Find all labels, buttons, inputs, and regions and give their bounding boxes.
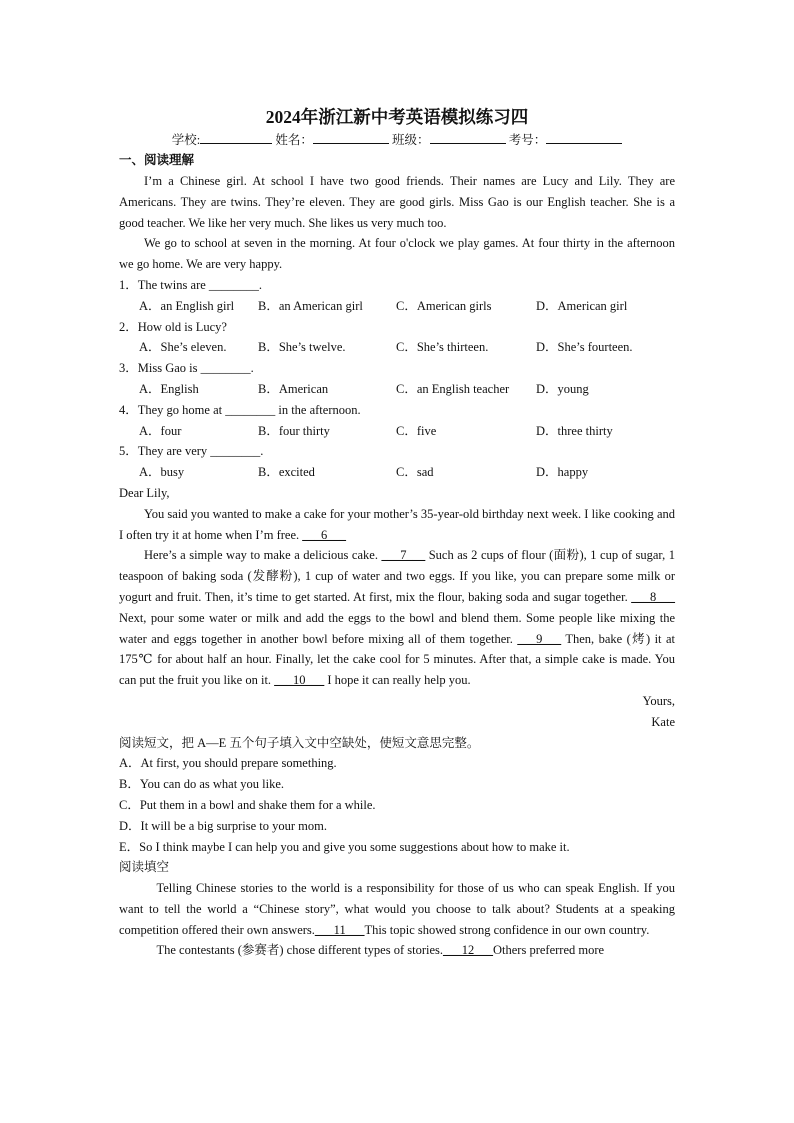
option-row: [119, 421, 675, 442]
option-a[interactable]: A．busy: [139, 465, 185, 480]
section3-text: Telling Chinese stories to the world is a responsibility for those of us who can speak English. If you want to tell the world a “Chinese story”, what would you choose to talk about? Students at a speaking competition offered their own answers.: [119, 881, 675, 937]
option-d[interactable]: D．three thirty: [536, 423, 613, 438]
option-d[interactable]: D．happy: [536, 465, 589, 480]
document-page: [119, 100, 675, 961]
option-a[interactable]: A．an English girl: [139, 298, 235, 313]
class-label: 班级：: [392, 133, 430, 147]
option-c[interactable]: C．She’s thirteen.: [396, 340, 489, 355]
question-stem: 4．They go home at ________ in the afternoon.: [119, 402, 361, 417]
question-stem: 1．The twins are ________.: [119, 277, 263, 292]
choice-option[interactable]: B．You can do as what you like.: [119, 777, 285, 792]
option-row: [119, 462, 675, 483]
letter-text: I hope it can really help you.: [324, 673, 471, 688]
choice-option[interactable]: D．It will be a big surprise to your mom.: [119, 818, 327, 833]
letter-signature: Kate: [651, 714, 675, 729]
section2-instruction: 阅读短文，把 A—E 五个句子填入文中空缺处，使短文意思完整。: [119, 735, 480, 750]
option-d[interactable]: D．young: [536, 381, 589, 396]
option-b[interactable]: B．American: [258, 381, 329, 396]
option-b[interactable]: B．She’s twelve.: [258, 340, 346, 355]
option-d[interactable]: D．She’s fourteen.: [536, 340, 633, 355]
option-a[interactable]: A．four: [139, 423, 182, 438]
letter-paragraph-1: [119, 504, 675, 546]
question-stem: 3．Miss Gao is ________.: [119, 361, 254, 376]
school-label: 学校:: [171, 133, 201, 147]
question-stem: 5．They are very ________.: [119, 444, 264, 459]
class-blank[interactable]: [430, 130, 506, 144]
choice-option[interactable]: A．At first, you should prepare something.: [119, 756, 337, 771]
section3-paragraph-1: [119, 878, 675, 940]
exam-no-blank[interactable]: [546, 130, 622, 144]
letter-paragraph-2: [119, 545, 675, 691]
option-b[interactable]: B．an American girl: [258, 298, 363, 313]
letter-greeting: Dear Lily,: [119, 485, 170, 500]
blank-9[interactable]: ___9___: [517, 631, 562, 646]
option-c[interactable]: C．an English teacher: [396, 381, 510, 396]
blank-8[interactable]: ___8___: [631, 589, 675, 604]
section3-text: Others preferred more: [493, 943, 605, 958]
question-stem: 2．How old is Lucy?: [119, 319, 227, 334]
section3-heading: 阅读填空: [119, 860, 170, 875]
letter-text: Here’s a simple way to make a delicious cake.: [144, 548, 382, 563]
blank-11[interactable]: ___11___: [314, 922, 365, 937]
option-d[interactable]: D．American girl: [536, 298, 628, 313]
choice-option[interactable]: C．Put them in a bowl and shake them for a while.: [119, 797, 376, 812]
question-block: [119, 275, 675, 483]
option-a[interactable]: A．English: [139, 381, 199, 396]
option-c[interactable]: C．five: [396, 423, 437, 438]
option-row: [119, 296, 675, 317]
school-blank[interactable]: [200, 130, 272, 144]
page-title: 2024年浙江新中考英语模拟练习四: [265, 107, 529, 127]
option-a[interactable]: A．She’s eleven.: [139, 340, 227, 355]
letter-text: Such as 2 cups of flour (面粉), 1 cup of sugar, 1 teaspoon of baking soda (发酵粉), 1 cup of water and two eggs. If you like, you can prepare some milk or yogurt and fruit. Then, it’s time to get started. At first, mix the flour, baking soda and sugar together.: [119, 548, 675, 604]
section3-paragraph-2: [119, 940, 675, 961]
letter-text: Next, pour some water or milk and add the eggs to the bowl and blend them. Some people like mixing the water and eggs together in another bowl before mixing all of them together.: [119, 610, 675, 646]
choice-option[interactable]: E．So I think maybe I can help you and give you some suggestions about how to make it.: [119, 839, 570, 854]
option-c[interactable]: C．sad: [396, 465, 434, 480]
section-heading-reading: 一、阅读理解: [119, 153, 195, 167]
section3-text: This topic showed strong confidence in our own country.: [364, 922, 650, 937]
letter-text: Then, bake (烤) it at 175℃ for about half an hour. Finally, let the cake cool for 5 minutes. After that, a simple cake is made. You can put the fruit you like on it.: [119, 631, 675, 688]
option-c[interactable]: C．American girls: [396, 298, 492, 313]
passage-paragraph: I’m a Chinese girl. At school I have two good friends. Their names are Lucy and Lily. They are Americans. They are twins. They’re eleven. They are good girls. Miss Gao is our English teacher. She is a good teacher. We like her very much. She likes us very much too.: [119, 174, 675, 230]
exam-no-label: 考号：: [508, 133, 547, 147]
blank-12[interactable]: ___12___: [443, 943, 493, 958]
student-info-line: [119, 130, 675, 150]
option-row: [119, 379, 675, 400]
option-b[interactable]: B．excited: [258, 465, 315, 480]
blank-10[interactable]: ___10___: [274, 673, 325, 688]
option-b[interactable]: B．four thirty: [258, 423, 330, 438]
letter-text: You said you wanted to make a cake for your mother’s 35-year-old birthday next week. I like cooking and I often try it at home when I’m free.: [119, 506, 675, 542]
blank-7[interactable]: ___7___: [381, 548, 426, 563]
name-label: 姓名：: [275, 133, 313, 147]
passage-paragraph: We go to school at seven in the morning. At four o'clock we play games. At four thirty in the afternoon we go home. We are very happy.: [119, 236, 675, 272]
name-blank[interactable]: [313, 130, 389, 144]
section3-text: The contestants (参赛者) chose different types of stories.: [156, 943, 443, 958]
option-row: [119, 337, 675, 358]
blank-6[interactable]: ___6___: [302, 527, 347, 542]
letter-closing: Yours,: [642, 693, 675, 708]
